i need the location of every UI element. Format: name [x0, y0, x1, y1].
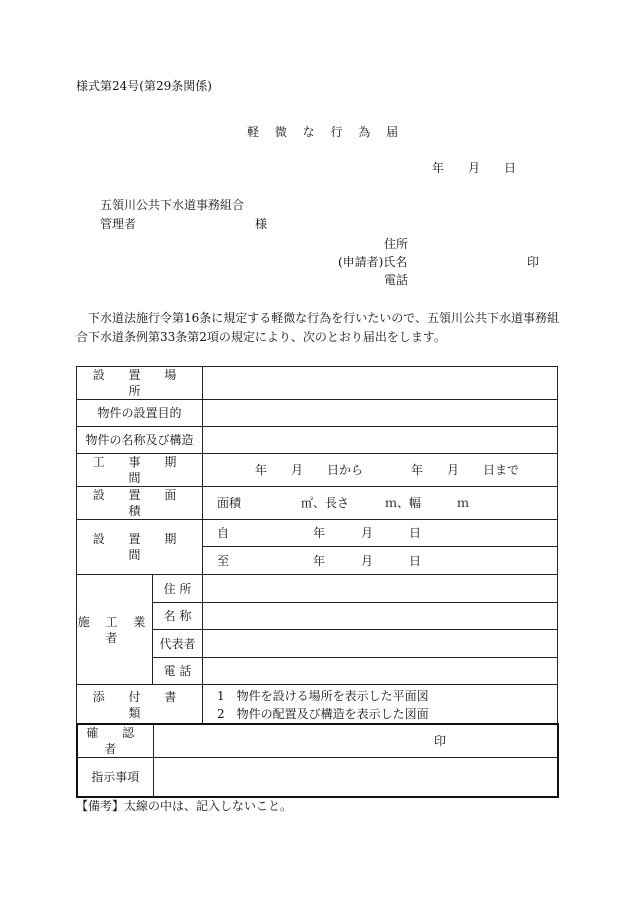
area-label: 設 置 面 積 — [77, 487, 203, 520]
address-label: 住所 — [384, 237, 409, 251]
contractor-phone-field[interactable] — [203, 658, 558, 685]
contractor-phone-label: 電 話 — [153, 658, 203, 685]
period-label: 工 事 期 間 — [77, 454, 203, 487]
confirmer-seal: 印 — [153, 724, 558, 758]
install-to-field[interactable]: 至 年 月 日 — [203, 547, 558, 575]
attach-item-2: 2 物件の配置及び構造を表示した図面 — [217, 706, 429, 721]
confirmer-label: 確 認 者 — [77, 724, 153, 758]
applicant-name-label: (申請者)氏名 — [338, 255, 408, 269]
contractor-name-label: 名 称 — [153, 603, 203, 630]
contractor-address-label: 住 所 — [153, 575, 203, 603]
form-number: 様式第24号(第29条関係) — [76, 79, 212, 93]
contractor-address-field[interactable] — [203, 575, 558, 603]
main-form-table — [76, 366, 558, 725]
confirm-table — [76, 723, 559, 798]
recipient-org: 五領川公共下水道事務組合 — [100, 198, 245, 212]
contractor-name-field[interactable] — [203, 603, 558, 630]
purpose-label: 物件の設置目的 — [77, 400, 203, 427]
install-from-field[interactable]: 自 年 月 日 — [203, 520, 558, 547]
footnote: 【備考】太線の中は、記入しないこと。 — [76, 799, 293, 813]
install-period-label: 設 置 期 間 — [77, 520, 203, 575]
contractor-rep-field[interactable] — [203, 630, 558, 658]
period-field[interactable]: 年 月 日から 年 月 日まで — [203, 454, 558, 487]
body-text-line2: 合下水道条例第33条第2項の規定により、次のとおり届出をします。 — [76, 330, 446, 344]
area-field[interactable]: 面積 ㎡、長さ ｍ、幅 ｍ — [203, 487, 558, 520]
recipient-manager: 管理者 — [100, 217, 137, 231]
date-line: 年 月 日 — [432, 161, 517, 175]
name-structure-label: 物件の名称及び構造 — [77, 427, 203, 454]
location-field[interactable] — [203, 367, 558, 400]
contractor-rep-label: 代表者 — [153, 630, 203, 658]
purpose-field[interactable] — [203, 400, 558, 427]
location-label: 設 置 場 所 — [77, 367, 203, 400]
recipient-honorific: 様 — [255, 217, 268, 231]
contractor-label: 施 工 業 者 — [77, 575, 153, 685]
instructions-label: 指示事項 — [77, 758, 153, 797]
body-text-line1: 下水道法施行令第16条に規定する軽微な行為を行いたいので、五領川公共下水道事務組 — [88, 311, 560, 325]
instructions-field — [153, 758, 558, 797]
applicant-seal: 印 — [527, 255, 540, 269]
phone-label: 電話 — [384, 273, 409, 287]
name-structure-field[interactable] — [203, 427, 558, 454]
attach-label: 添 付 書 類 — [77, 685, 203, 725]
page-title: 軽 微 な 行 為 届 — [247, 125, 405, 139]
attach-item-1: 1 物件を設ける場所を表示した平面図 — [217, 688, 429, 703]
